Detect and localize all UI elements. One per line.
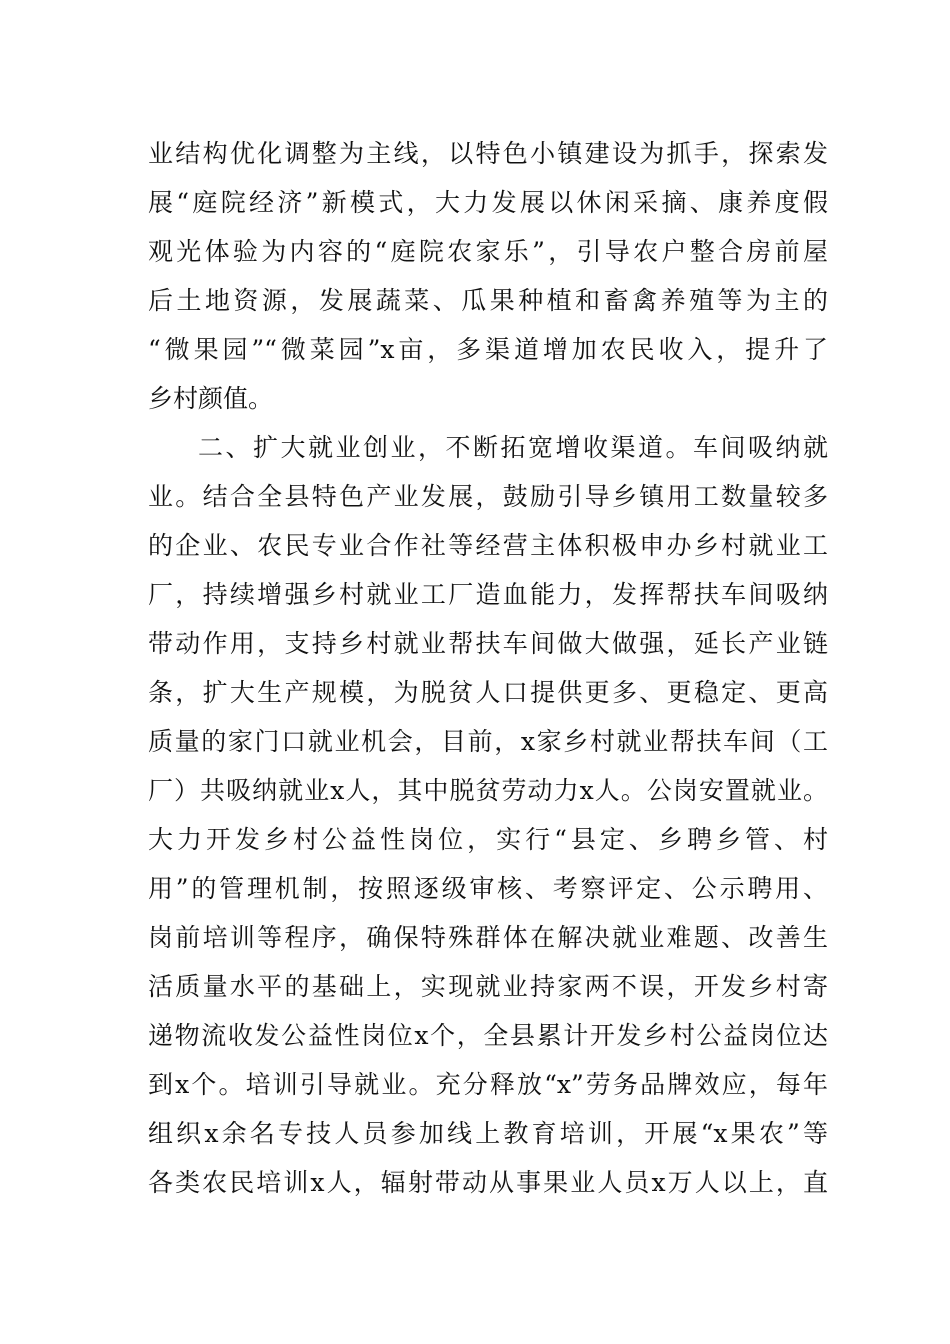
paragraph-line-5: “微果园”“微菜园”x亩，多渠道增加农民收入，提升了 — [148, 335, 828, 364]
section-heading-line: 二、扩大就业创业，不断拓宽增收渠道。车间吸纳就 — [198, 433, 828, 462]
paragraph-line-9: 的企业、农民专业合作社等经营主体积极申办乡村就业工 — [148, 531, 828, 560]
paragraph-line-15: 大力开发乡村公益性岗位，实行“县定、乡聘乡管、村 — [148, 825, 828, 854]
paragraph-line-13: 质量的家门口就业机会，目前，x家乡村就业帮扶车间（工 — [148, 727, 828, 756]
paragraph-line-8: 业。结合全县特色产业发展，鼓励引导乡镇用工数量较多 — [148, 482, 828, 511]
paragraph-line-17: 岗前培训等程序，确保特殊群体在解决就业难题、改善生 — [148, 923, 828, 952]
paragraph-line-3: 观光体验为内容的“庭院农家乐”，引导农户整合房前屋 — [148, 237, 828, 266]
paragraph-line-22: 各类农民培训x人，辐射带动从事果业人员x万人以上，直 — [148, 1168, 828, 1197]
paragraph-line-14: 厂）共吸纳就业x人，其中脱贫劳动力x人。公岗安置就业。 — [148, 776, 828, 805]
paragraph-line-21: 组织x余名专技人员参加线上教育培训，开展“x果农”等 — [148, 1119, 828, 1148]
paragraph-line-2: 展“庭院经济”新模式，大力发展以休闲采摘、康养度假 — [148, 188, 828, 217]
paragraph-line-16: 用”的管理机制，按照逐级审核、考察评定、公示聘用、 — [148, 874, 828, 903]
paragraph-line-19: 递物流收发公益性岗位x个，全县累计开发乡村公益岗位达 — [148, 1021, 828, 1050]
paragraph-line-10: 厂，持续增强乡村就业工厂造血能力，发挥帮扶车间吸纳 — [148, 580, 828, 609]
paragraph-line-6: 乡村颜值。 — [148, 384, 274, 413]
paragraph-line-1: 业结构优化调整为主线，以特色小镇建设为抓手，探索发 — [148, 139, 828, 168]
paragraph-line-4: 后土地资源，发展蔬菜、瓜果种植和畜禽养殖等为主的 — [148, 286, 828, 315]
paragraph-line-11: 带动作用，支持乡村就业帮扶车间做大做强，延长产业链 — [148, 629, 828, 658]
paragraph-line-20: 到x个。培训引导就业。充分释放“x”劳务品牌效应，每年 — [148, 1070, 828, 1099]
document-body — [148, 129, 828, 1207]
paragraph-line-18: 活质量水平的基础上，实现就业持家两不误，开发乡村寄 — [148, 972, 828, 1001]
paragraph-line-12: 条，扩大生产规模，为脱贫人口提供更多、更稳定、更高 — [148, 678, 828, 707]
